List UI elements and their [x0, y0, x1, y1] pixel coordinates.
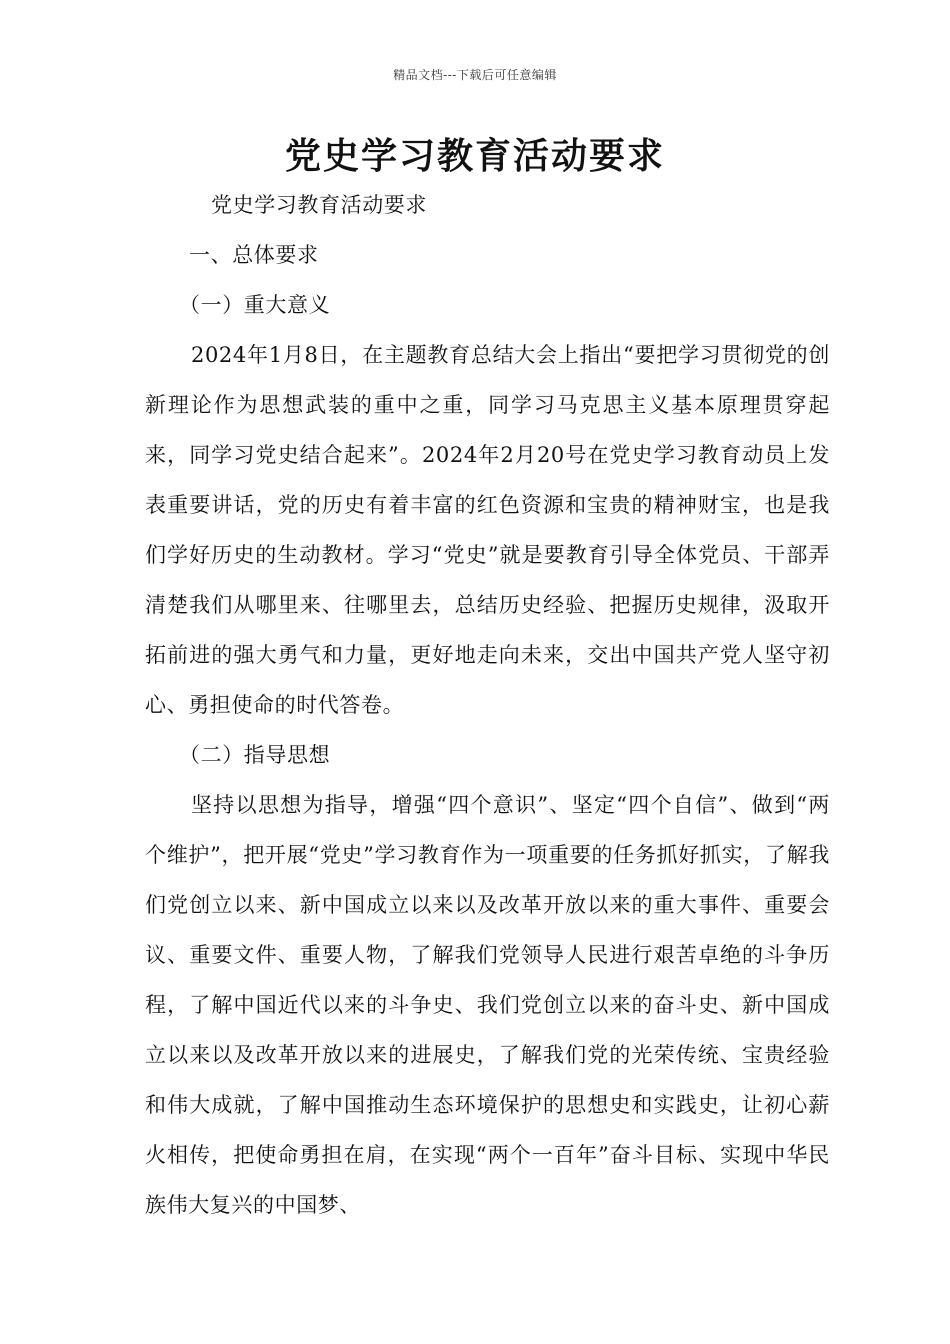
subsection-heading-significance: （一）重大意义: [179, 293, 331, 317]
document-subtitle: 党史学习教育活动要求: [211, 193, 427, 217]
section-heading-overall-requirements: 一、总体要求: [189, 243, 319, 267]
subsection-heading-guiding-thought: （二）指导思想: [179, 743, 331, 767]
document-title: 党史学习教育活动要求: [284, 136, 665, 177]
paragraph-guiding-thought: 坚持以思想为指导，增强“四个意识”、坚定“四个自信”、做到“两个维护”，把开展“党史”学习教育作为一项重要的任务抓好抓实，了解我们党创立以来、新中国成立以来以及改革开放以来的重大事件、重要会议、重要文件、重要人物，了解我们党领导人民进行艰苦卓绝的斗争历程，了解中国近代以来的斗争史、我们党创立以来的奋斗史、新中国成立以来以及改革开放以来的进展史，了解我们党的光荣传统、宝贵经验和伟大成就，了解中国推动生态环境保护的思想史和实践史，让初心薪火相传，把使命勇担在肩，在实现“两个一百年”奋斗目标、实现中华民族伟大复兴的中国梦、: [145, 793, 830, 1217]
header-note: 精品文档---下载后可任意编辑: [393, 68, 557, 82]
document-body: [145, 180, 830, 1230]
paragraph-significance: 2024年1月8日，在主题教育总结大会上指出“要把学习贯彻党的创新理论作为思想武装的重中之重，同学习马克思主义基本原理贯穿起来，同学习党史结合起来”。2024年2月20号在党史学习教育动员上发表重要讲话，党的历史有着丰富的红色资源和宝贵的精神财宝，也是我们学好历史的生动教材。学习“党史”就是要教育引导全体党员、干部弄清楚我们从哪里来、往哪里去，总结历史经验、把握历史规律，汲取开拓前进的强大勇气和力量，更好地走向未来，交出中国共产党人坚守初心、勇担使命的时代答卷。: [145, 343, 830, 717]
